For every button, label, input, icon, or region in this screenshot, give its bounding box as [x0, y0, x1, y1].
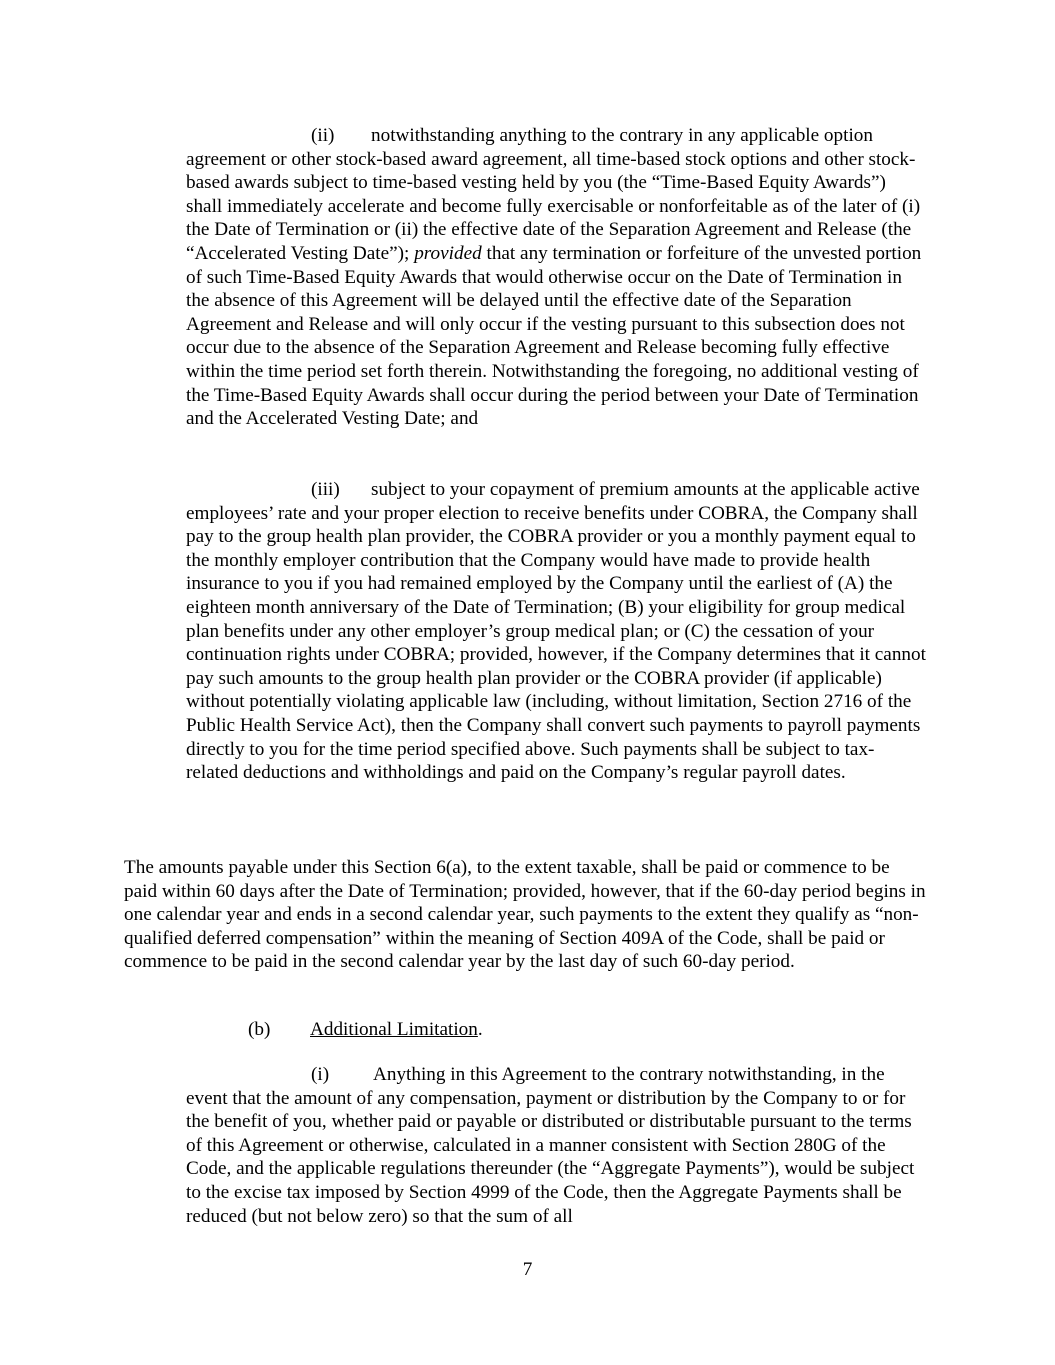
section-b-title: Additional Limitation [310, 1019, 478, 1040]
paragraph-ii-text-end: that any termination or forfeiture of the unvested portion of such Time-Based Equity Awards that would otherwise occur on the Date of Termination in the absence of this Agreement will be delayed until the effective date of the Separation Agreement and Release and will only occur if the vesting pursuant to this subsection does not occur due to the absence of the Separation Agreement and Release becoming fully effective within the time period set forth therein. Notwithstanding the foregoing, no additional vesting of the Time-Based Equity Awards shall occur during the period between your Date of Termination and the Accelerated Vesting Date; and [186, 242, 922, 430]
page-number: 7 [522, 1259, 533, 1280]
paragraph-ii [186, 124, 926, 431]
paragraph-ii-emphasis: provided [414, 242, 482, 264]
section-b-heading [248, 1018, 848, 1042]
paragraph-label-iii: (iii) [311, 479, 340, 500]
paragraph-iii-text: subject to your copayment of premium amounts at the applicable active employees’ rate and your proper election to receive benefits under COBRA, the Company shall pay to the group health plan provider, the COBRA provider or you a monthly payment equal to the monthly employer contribution that the Company would have made to provide health insurance to you if you had remained employed by the Company until the earliest of (A) the eighteen month anniversary of the Date of Termination; (B) your eligibility for group medical plan benefits under any other employer’s group medical plan; or (C) the cessation of your continuation rights under COBRA; provided, however, if the Company determines that it cannot pay such amounts to the group health plan provider or the COBRA provider (if applicable) without potentially violating applicable law (including, without limitation, Section 2716 of the Public Health Service Act), then the Company shall convert such payments to payroll payments directly to you for the time period specified above. Such payments shall be subject to tax-related deductions and withholdings and paid on the Company’s regular payroll dates. [186, 479, 926, 784]
paragraph-b-i [186, 1063, 926, 1228]
closing-paragraph: The amounts payable under this Section 6(a), to the extent taxable, shall be paid or commence to be paid within 60 days after the Date of Termination; provided, however, that if the 60-day period begins in one calendar year and ends in a second calendar year, such payments to the extent they qualify as “non-qualified deferred compensation” within the meaning of Section 409A of the Code, shall be paid or commence to be paid in the second calendar year by the last day of such 60-day period. [124, 857, 926, 973]
paragraph-iii [186, 478, 926, 785]
paragraph-b-i-text: Anything in this Agreement to the contrary notwithstanding, in the event that the amount of any compensation, payment or distribution by the Company to or for the benefit of you, whether paid or payable or distributed or distributable pursuant to the terms of this Agreement or otherwise, calculated in a manner consistent with Section 280G of the Code, and the applicable regulations thereunder (the “Aggregate Payments”), would be subject to the excise tax imposed by Section 4999 of the Code, then the Aggregate Payments shall be reduced (but not below zero) so that the sum of all [186, 1064, 915, 1227]
section-b-title-suffix: . [477, 1019, 483, 1040]
paragraph-label-b-i: (i) [311, 1064, 330, 1085]
paragraph-ii-text-start: notwithstanding anything to the contrary in any applicable option agreement or other stock-based award agreement, all time-based stock options and other stock-based awards subject to time-based vesting held by you (the “Time-Based Equity Awards”) shall immediately accelerate and become fully exercisable or nonforfeitable as of the later of (i) the Date of Termination or (ii) the effective date of the Separation Agreement and Release (the “Accelerated Vesting Date”); [186, 125, 921, 264]
paragraph-label-ii: (ii) [311, 125, 335, 146]
section-b-label: (b) [248, 1019, 271, 1040]
